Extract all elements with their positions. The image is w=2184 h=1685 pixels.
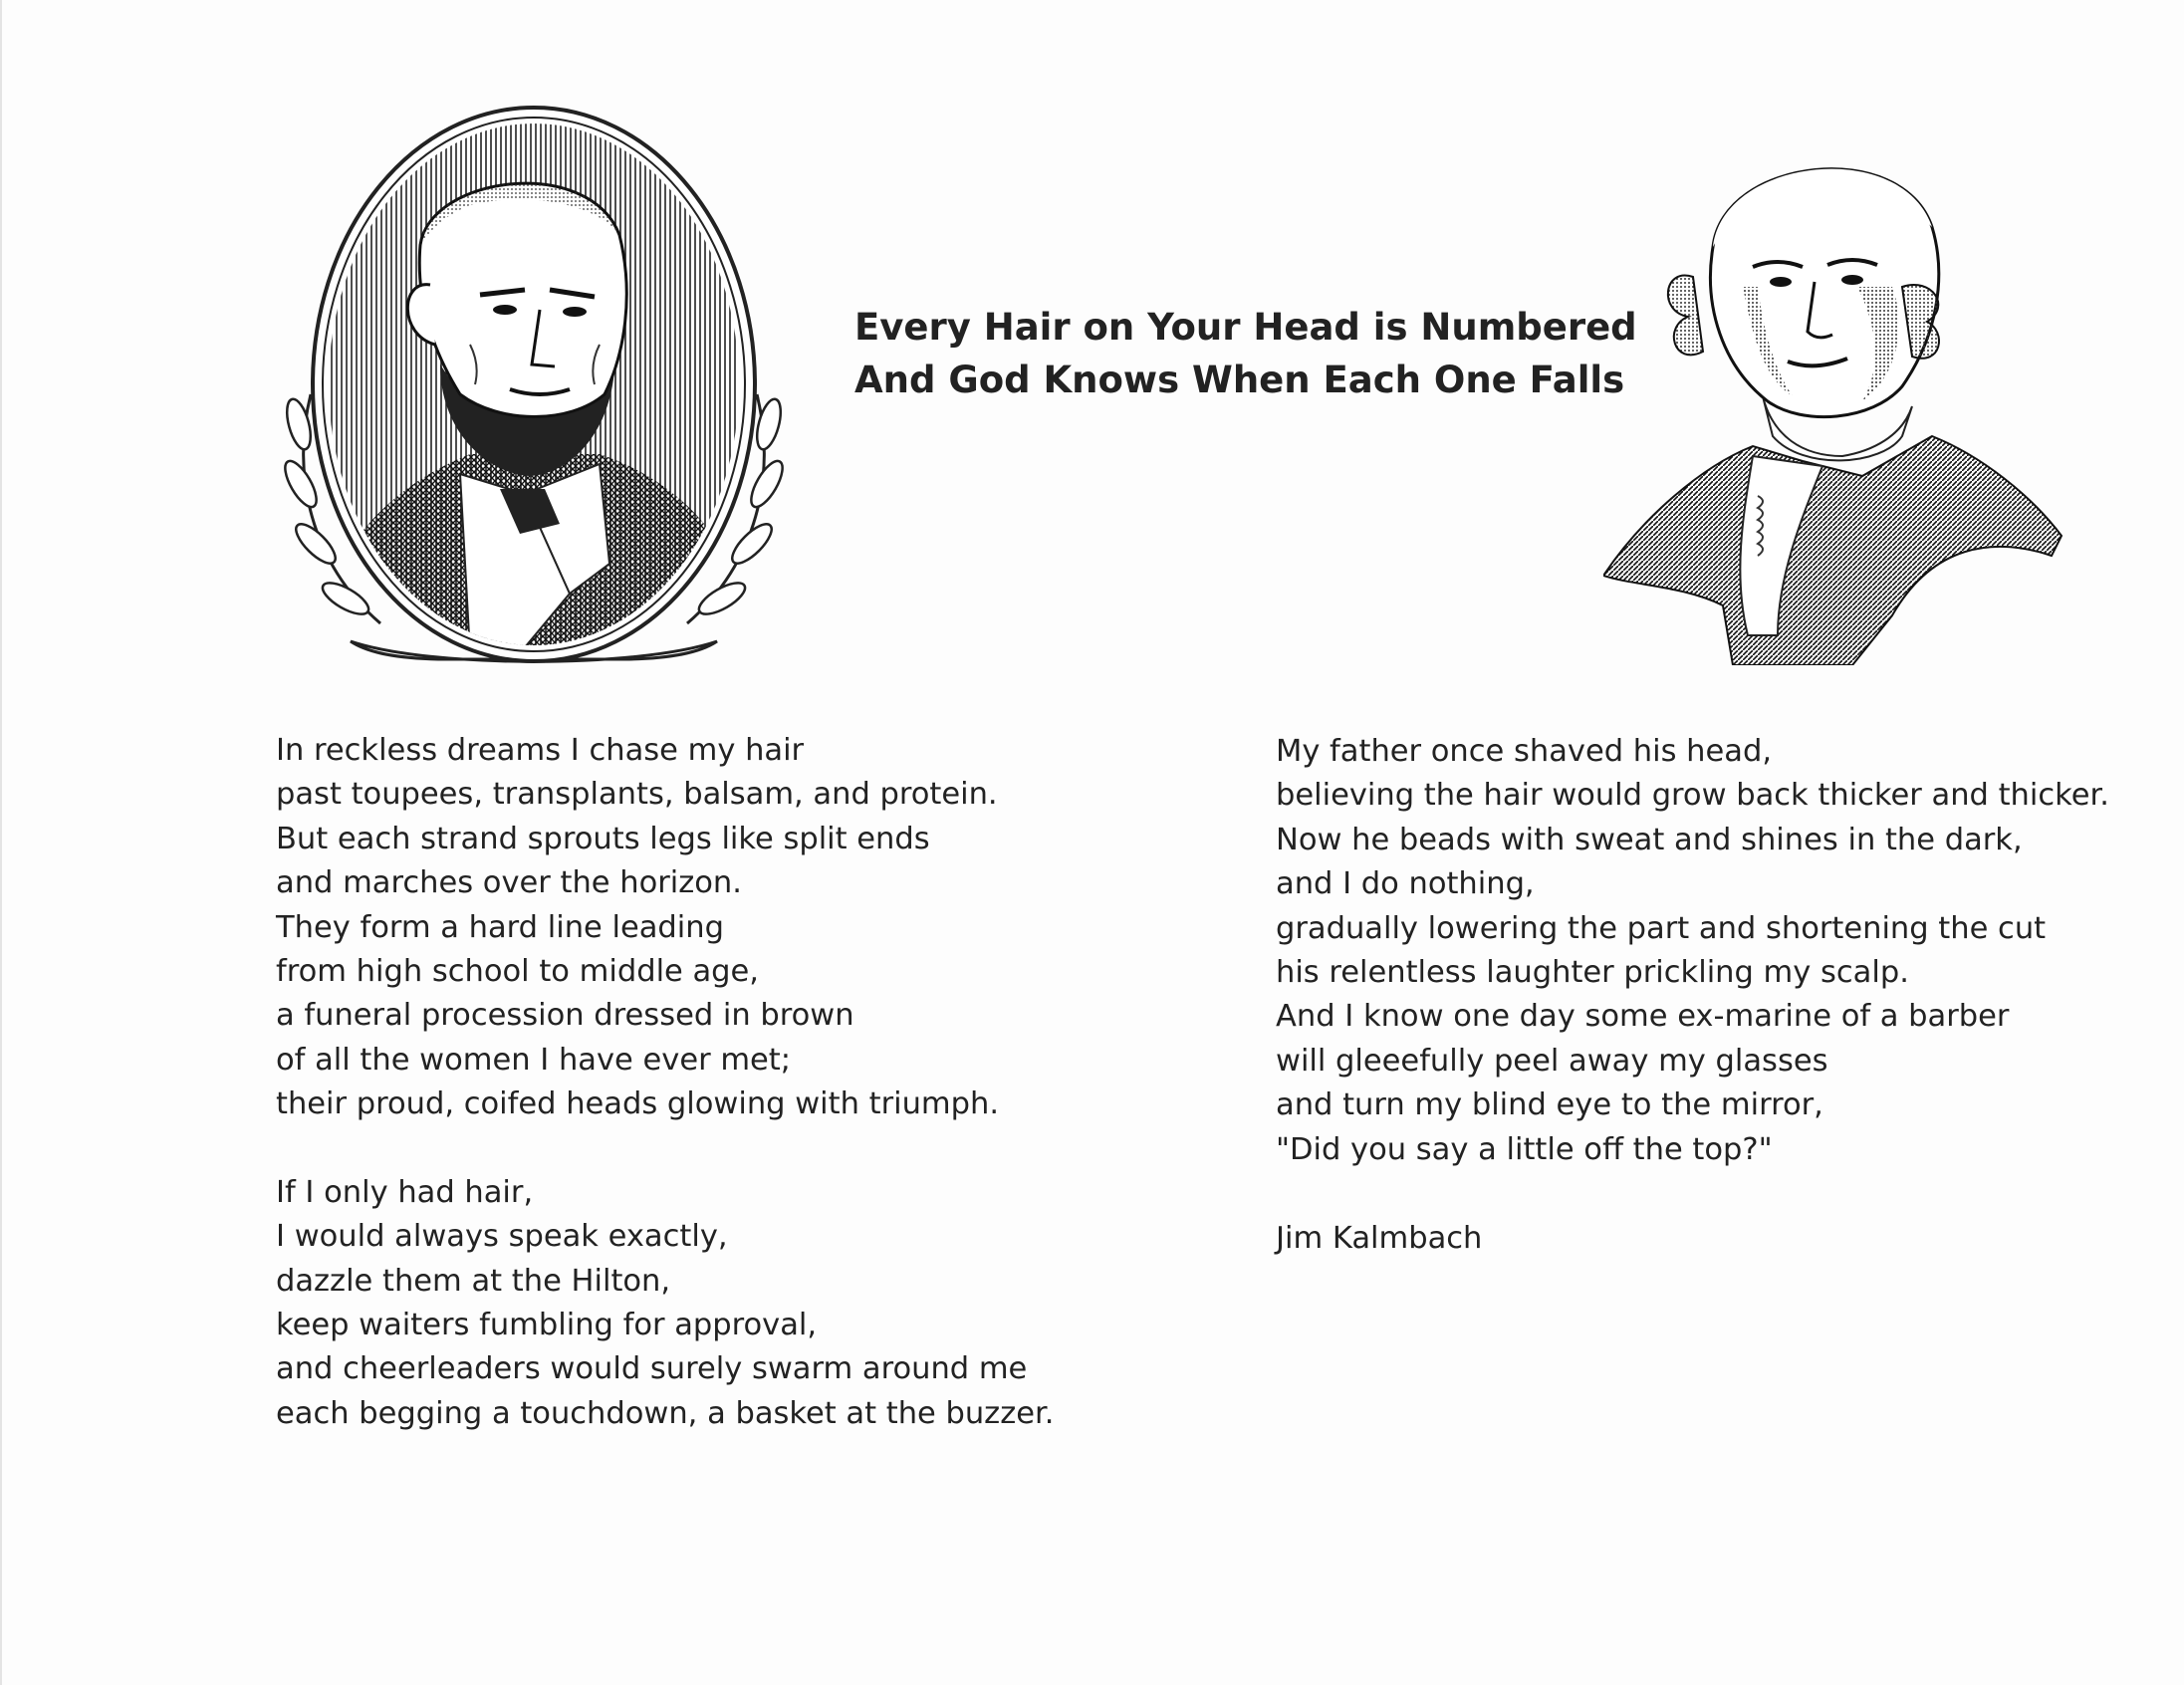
poem-line: If I only had hair,: [276, 1174, 534, 1210]
poem-line: keep waiters fumbling for approval,: [276, 1308, 818, 1343]
poem-line: Now he beads with sweat and shines in the dark,: [1276, 822, 2023, 857]
poem-line: and turn my blind eye to the mirror,: [1276, 1087, 1823, 1123]
poem-line: They form a hard line leading: [276, 909, 724, 945]
title-line-1: Every Hair on Your Head is Numbered: [854, 306, 1637, 349]
poem-line: My father once shaved his head,: [1276, 734, 1773, 769]
poem-right-column: [1276, 730, 2109, 1172]
poem-line: and I do nothing,: [1276, 866, 1535, 902]
poem-line: from high school to middle age,: [276, 953, 760, 989]
poem-line: of all the women I have ever met;: [276, 1042, 792, 1078]
poem-line: I would always speak exactly,: [276, 1219, 728, 1255]
poem-line: "Did you say a little off the top?": [1276, 1131, 1773, 1167]
poem-line: dazzle them at the Hilton,: [276, 1263, 671, 1299]
poem-line: and cheerleaders would surely swarm around me: [276, 1351, 1028, 1387]
poem-title: [854, 301, 1637, 406]
poem-line: a funeral procession dressed in brown: [276, 998, 854, 1034]
poem-line: gradually lowering the part and shortening the cut: [1276, 910, 2047, 946]
washington-portrait-illustration: [1603, 137, 2065, 665]
poem-line: In reckless dreams I chase my hair: [276, 733, 805, 768]
lincoln-portrait-illustration: [271, 96, 797, 665]
poem-line: and marches over the horizon.: [276, 865, 742, 901]
poem-line: their proud, coifed heads glowing with triumph.: [276, 1086, 1000, 1122]
poem-line: will gleeefully peel away my glasses: [1276, 1043, 1828, 1079]
title-line-2: And God Knows When Each One Falls: [854, 359, 1625, 401]
poem-author: Jim Kalmbach: [1276, 1221, 1483, 1256]
stanza-break: [276, 1127, 1054, 1171]
poem-line: believing the hair would grow back thicker and thicker.: [1276, 778, 2109, 814]
poem-line: And I know one day some ex-marine of a barber: [1276, 999, 2010, 1035]
poem-left-column: [276, 729, 1054, 1436]
poem-line: his relentless laughter prickling my scalp.: [1276, 954, 1909, 990]
page-edge: [0, 0, 2, 1685]
poem-line: But each strand sprouts legs like split ends: [276, 821, 930, 856]
poem-line: past toupees, transplants, balsam, and protein.: [276, 777, 998, 813]
poem-line: each begging a touchdown, a basket at the buzzer.: [276, 1395, 1055, 1431]
